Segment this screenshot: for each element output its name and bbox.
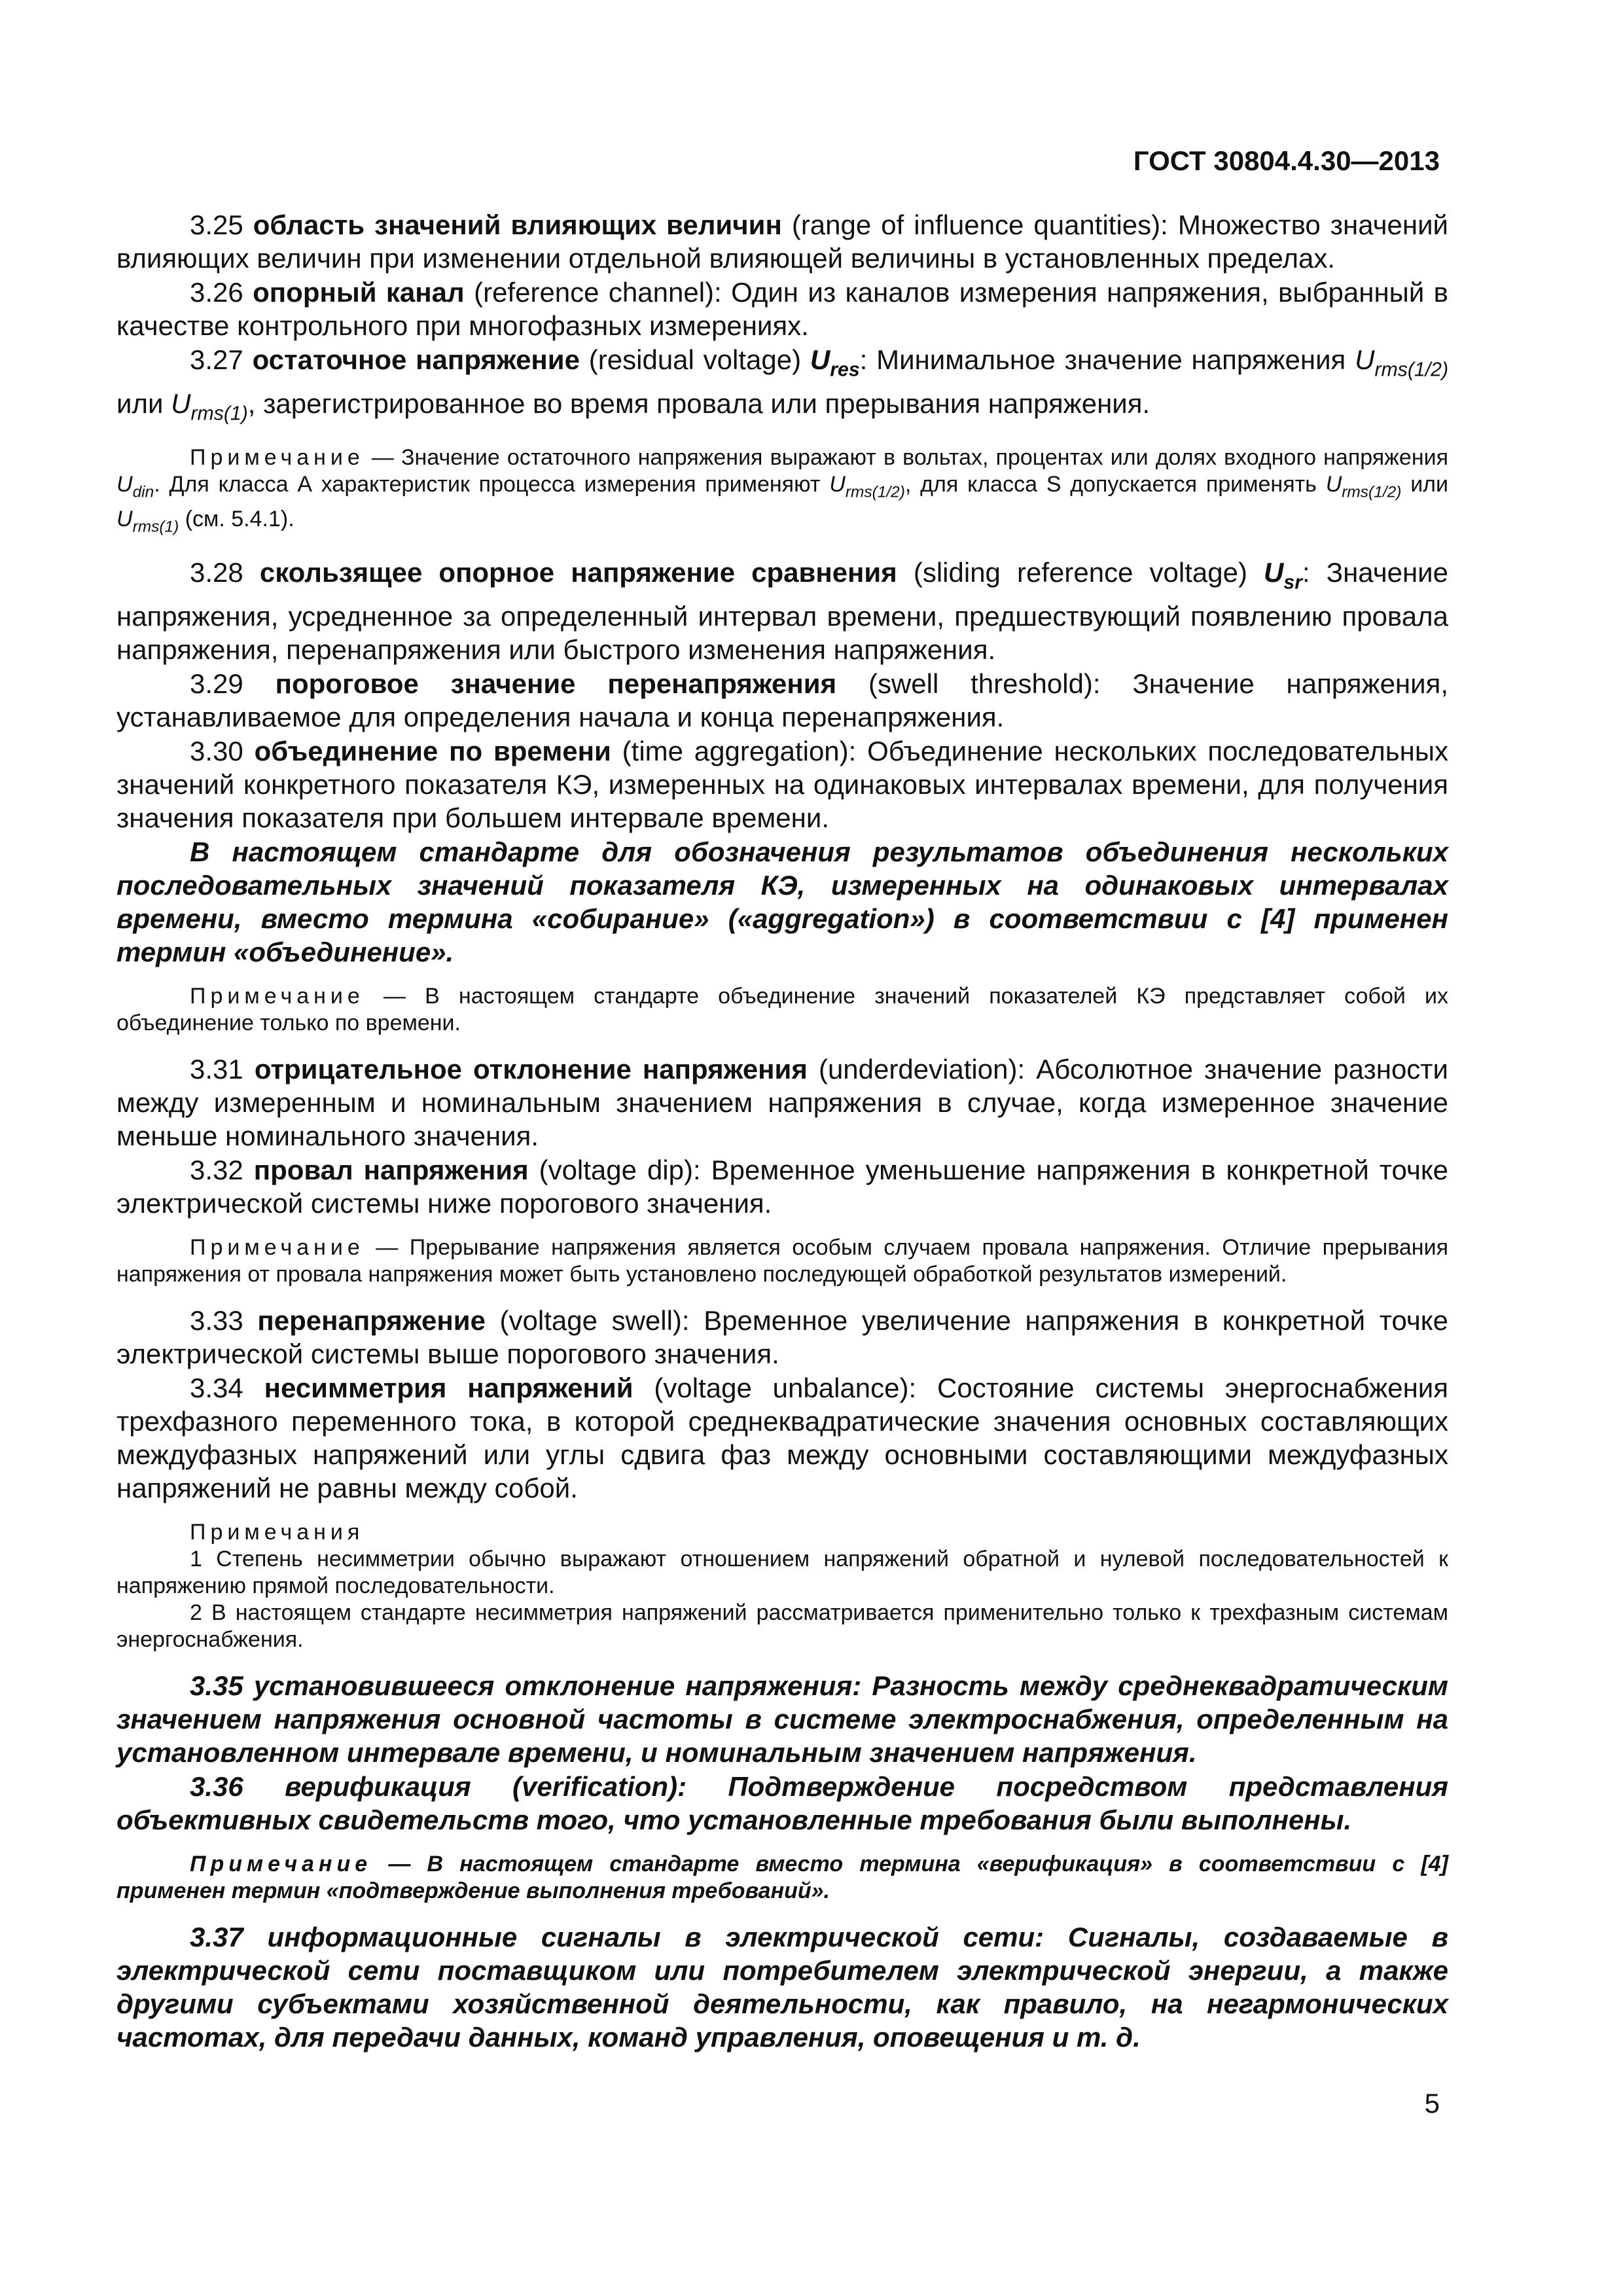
note-3-34-item-1: 1 Степень несимметрии обычно выражают отношением напряжений обратной и нулевой последовательностей к напряжению прямой последовательности. [116, 1546, 1448, 1598]
note-3-32: Примечание — Прерывание напряжения является особым случаем провала напряжения. Отличие прерывания напряжения от провала напряжения может быть установлено последующей обработкой результатов измерений. [116, 1234, 1448, 1287]
entry-3-35: 3.35 установившееся отклонение напряжения: Разность между среднеквадратическим значением напряжения основной частоты в системе электроснабжения, определенным на установленном интервале времени, и номинальным значением напряжения. [116, 1670, 1448, 1768]
symbol: U [1264, 557, 1284, 588]
term: область значений влияющих величин [253, 209, 782, 240]
notes-3-34-heading: Примечания [190, 1519, 365, 1545]
note-3-34-item-2: 2 В настоящем стандарте несимметрия напряжений рассматривается применительно только к трехфазным системам энергоснабжения. [116, 1600, 1448, 1652]
entry-3-25: 3.25 область значений влияющих величин (range of influence quantities): Множество значений влияющих величин при изменении отдельной влияющей величины в установленных пределах. [116, 209, 1449, 274]
entry-3-30: 3.30 объединение по времени (time aggregation): Объединение нескольких последовательных значений конкретного показателя КЭ, измеренных на одинаковых интервалах времени, для получения значения показателя при большем интервале времени. [116, 735, 1449, 833]
document-body [116, 208, 1448, 2054]
page-number: 5 [1424, 2088, 1440, 2119]
entry-3-37: 3.37 информационные сигналы в электрической сети: Сигналы, создаваемые в электрической сети поставщиком или потребителем электрической энергии, а также другими субъектами хозяйственной деятельности, как правило, на негармонических частотах, для передачи данных, команд управления, оповещения и т. д. [116, 1921, 1448, 2053]
document-header: ГОСТ 30804.4.30—2013 [1133, 145, 1440, 176]
entry-3-29: 3.29 пороговое значение перенапряжения (swell threshold): Значение напряжения, устанавливаемое для определения начала и конца перенапряжения. [116, 668, 1448, 732]
term: остаточное напряжение [252, 344, 580, 375]
note-3-36: Примечание — В настоящем стандарте вместо термина «верификация» в соответствии с [4] применен термин «подтверждение выполнения требований». [116, 1851, 1448, 1903]
entry-3-26: 3.26 опорный канал (reference channel): Один из каналов измерения напряжения, выбранный в качестве контрольного при многофазных измерениях. [116, 277, 1448, 341]
entry-3-31: 3.31 отрицательное отклонение напряжения (underdeviation): Абсолютное значение разности между измеренным и номинальным значением напряжения в случае, когда измеренное значение меньше номинального значения. [116, 1053, 1448, 1151]
entry-3-27: 3.27 остаточное напряжение (residual voltage) $U_{res}$: Минимальное значение напряжения $U_{rms(1/2)}$ или $U_{rms(1)}$, зарегистрированное во время провала или прерывания напряжения. [116, 344, 1449, 425]
entry-3-32: 3.32 провал напряжения (voltage dip): Временное уменьшение напряжения в конкретной точке электрической системы ниже порогового значения. [116, 1154, 1449, 1219]
term: объединение по времени [254, 735, 611, 766]
term: несимметрия напряжений [264, 1372, 633, 1403]
term: опорный канал [253, 277, 465, 308]
entry-3-34: 3.34 несимметрия напряжений (voltage unbalance): Состояние системы энергоснабжения трехфазного переменного тока, в которой среднеквадратические значения основных составляющих междуфазных напряжений или углы сдвига фаз между основными составляющими междуфазных напряжений не равны между собой. [116, 1372, 1449, 1503]
entry-3-33: 3.33 перенапряжение (voltage swell): Временное увеличение напряжения в конкретной точке электрической системы выше порогового значения. [116, 1304, 1449, 1369]
note-3-30: Примечание — В настоящем стандарте объединение значений показателей КЭ представляет собой их объединение только по времени. [116, 983, 1448, 1035]
term: пороговое значение перенапряжения [275, 668, 837, 699]
term: отрицательное отклонение напряжения [254, 1053, 808, 1085]
note-3-27: Примечание — Значение остаточного напряжения выражают в вольтах, процентах или долях входного напряжения $U_{din}$. Для класса А характеристик процесса измерения применяют $U_{rms(1/2)}$, для класса S допускается применять $U_{rms(1/2)}$ или $U_{rms(1)}$ (см. 5.4.1). [116, 445, 1449, 536]
term: скользящее опорное напряжение сравнения [259, 557, 897, 588]
entry-3-36: 3.36 верификация (verification): Подтверждение посредством представления объективных свидетельств того, что установленные требования были выполнены. [116, 1770, 1448, 1835]
entry-3-28: 3.28 скользящее опорное напряжение сравнения (sliding reference voltage) $U_{sr}$: Значение напряжения, усредненное за определенный интервал времени, предшествующий появлению провала напряжения, перенапряжения или быстрого изменения напряжения. [116, 557, 1448, 665]
symbol: U [810, 344, 830, 375]
entry-3-30-national-note: В настоящем стандарте для обозначения результатов объединения нескольких последовательных значений показателя КЭ, измеренных на одинаковых интервалах времени, вместо термина «собирание» («aggregation») в соответствии с [4] применен термин «объединение». [116, 836, 1448, 967]
term: провал напряжения [253, 1154, 529, 1185]
term: перенапряжение [257, 1304, 486, 1336]
